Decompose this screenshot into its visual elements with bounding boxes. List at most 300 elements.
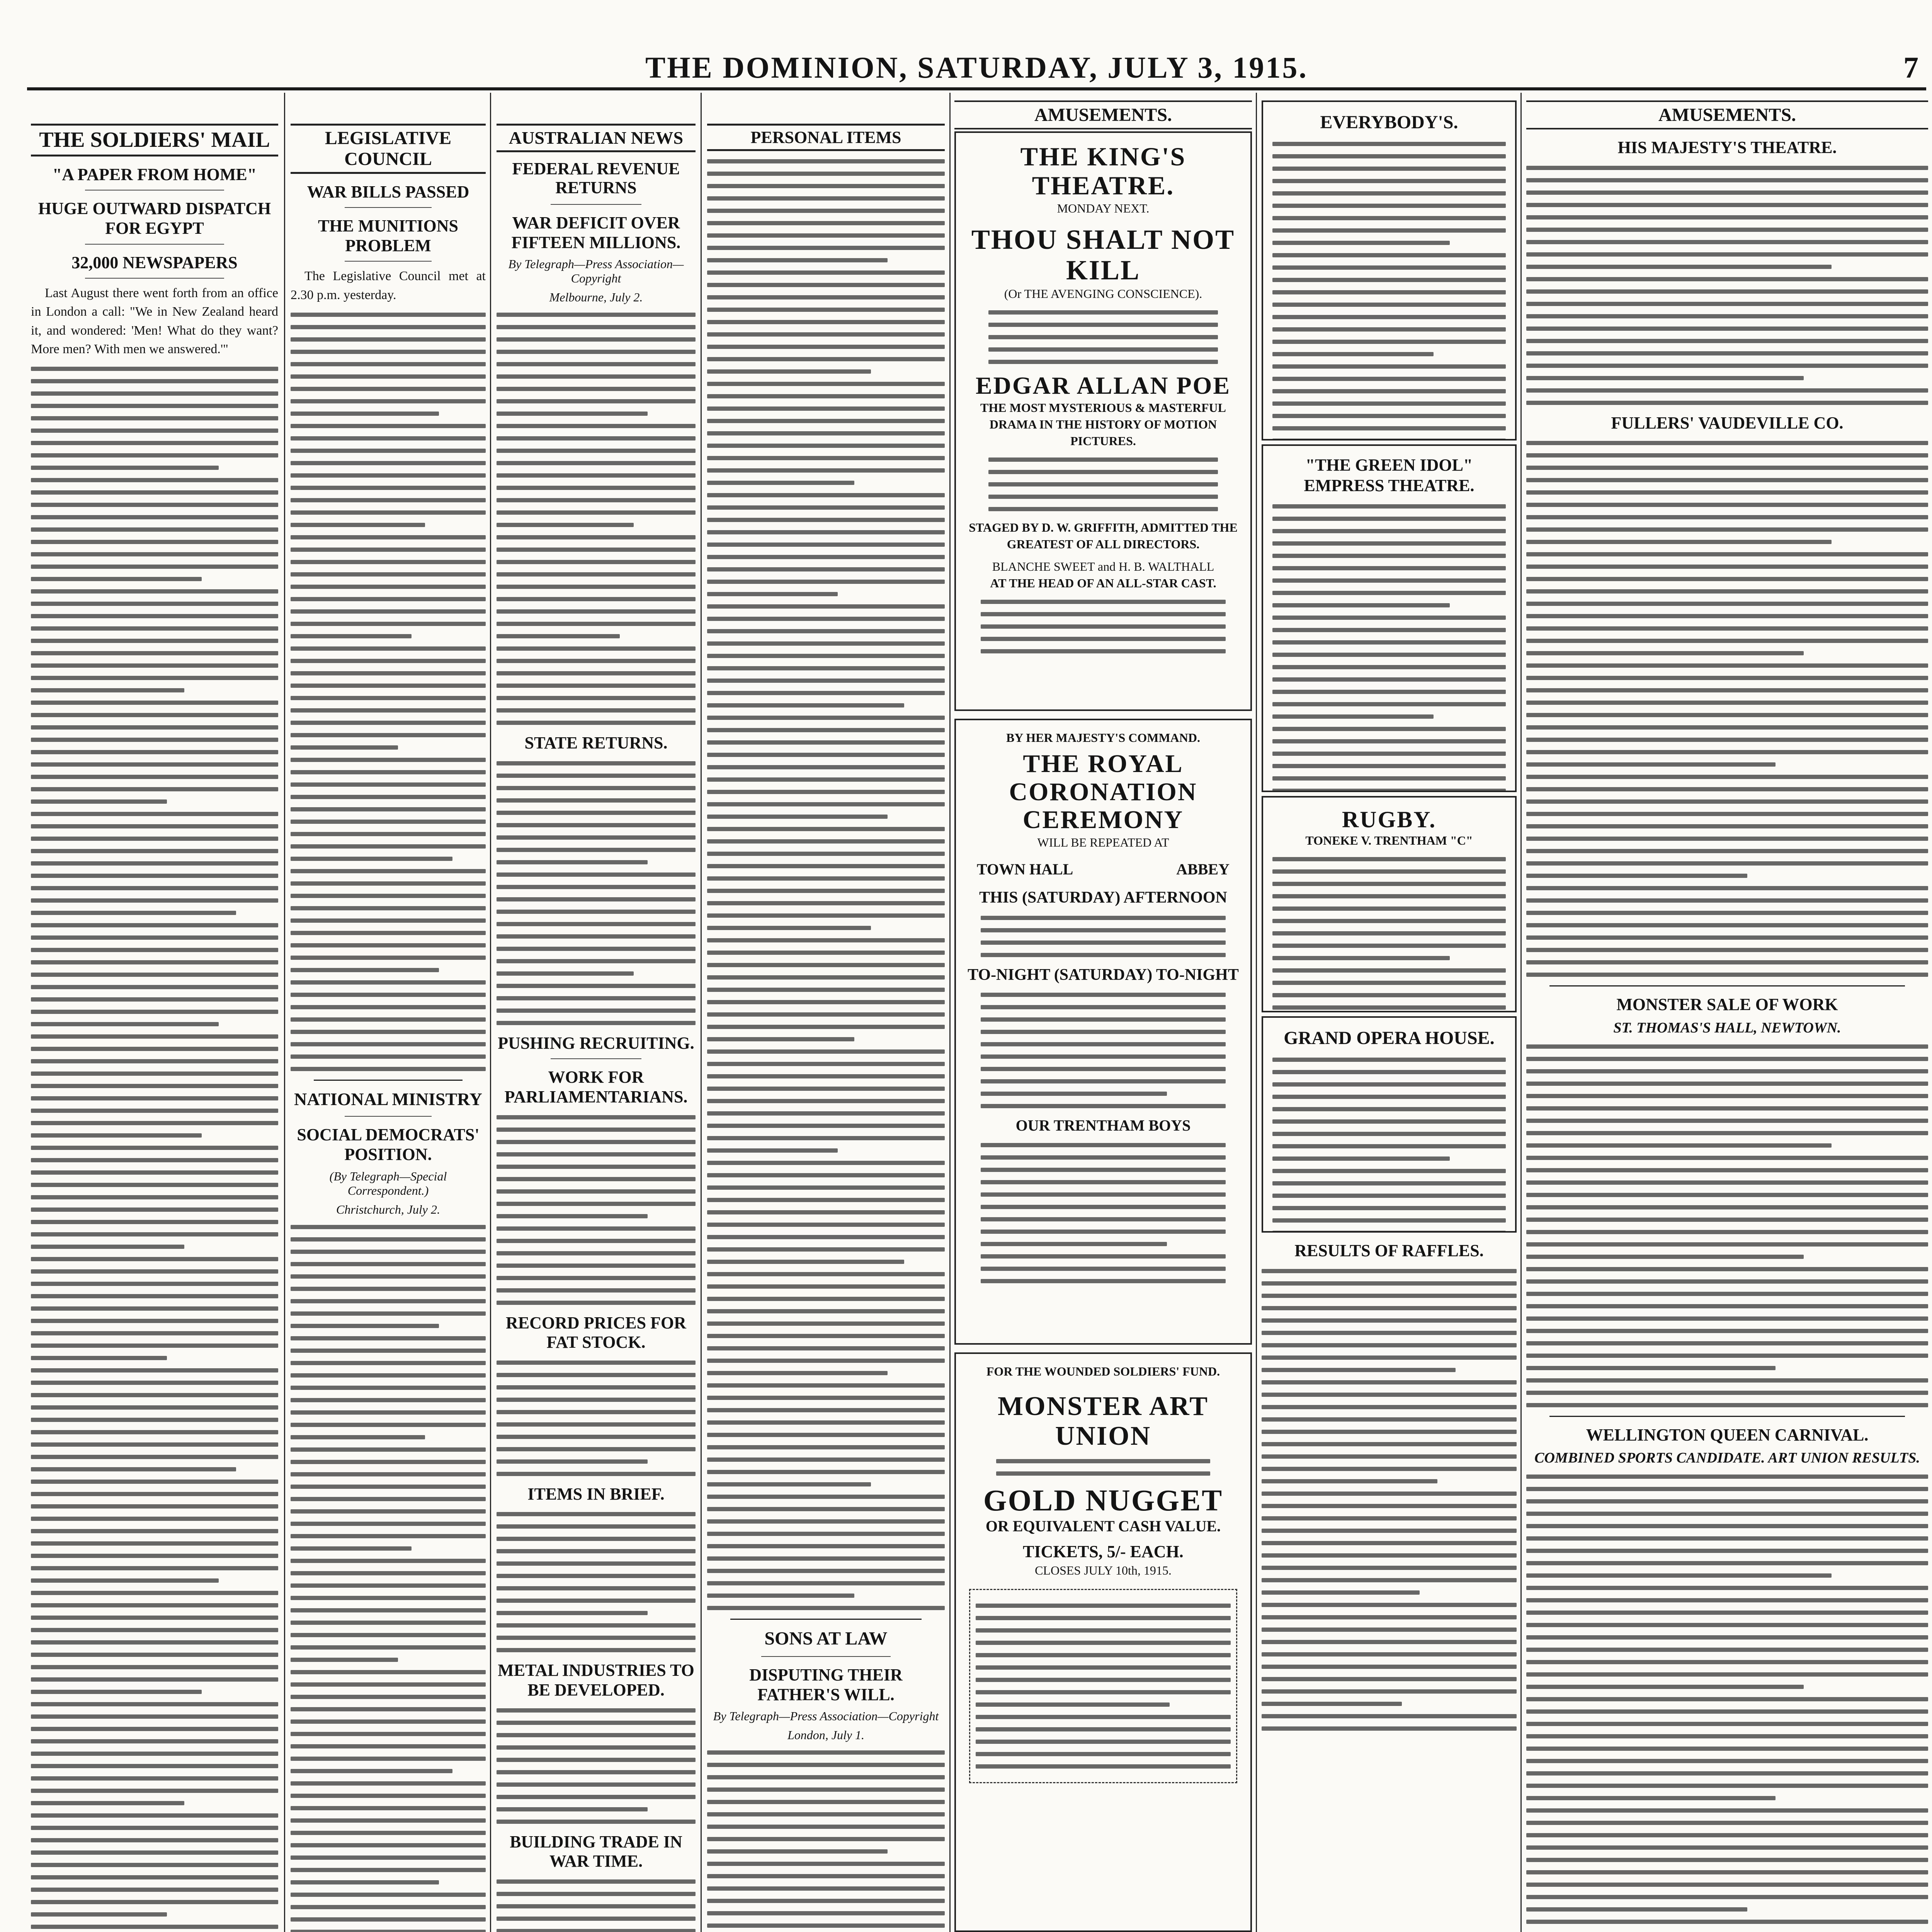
text-line	[291, 820, 486, 824]
text-line	[707, 975, 945, 980]
text-line	[497, 337, 696, 342]
text-line	[291, 1571, 486, 1575]
text-line	[31, 1294, 278, 1298]
text-line	[1526, 663, 1928, 668]
text-line	[1262, 1504, 1517, 1508]
ad-body	[1272, 857, 1506, 1012]
article-body	[291, 313, 486, 1071]
text-line	[31, 676, 278, 680]
text-line	[291, 1880, 439, 1884]
text-line	[707, 753, 945, 757]
text-line	[497, 835, 696, 840]
text-line	[707, 1408, 945, 1412]
text-line	[1272, 216, 1506, 220]
text-line	[291, 350, 486, 354]
text-line	[497, 1410, 696, 1414]
article-body	[497, 1708, 696, 1824]
text-line	[707, 1297, 945, 1301]
text-line	[1262, 1603, 1517, 1607]
text-line	[707, 592, 838, 596]
text-line	[497, 1599, 696, 1603]
text-line	[1272, 167, 1506, 171]
text-line	[31, 1170, 278, 1175]
divider	[345, 261, 432, 262]
text-line	[1526, 948, 1928, 952]
text-line	[291, 1435, 425, 1439]
text-line	[497, 1648, 696, 1652]
text-line	[1272, 702, 1506, 706]
text-line	[31, 750, 278, 754]
text-line	[31, 1888, 278, 1892]
text-line	[707, 1383, 945, 1388]
text-line	[291, 572, 486, 577]
text-line	[1262, 1689, 1517, 1694]
text-line	[497, 473, 696, 478]
text-line	[291, 1794, 486, 1798]
text-line	[31, 1245, 184, 1249]
text-line	[497, 424, 696, 428]
text-line	[31, 1925, 278, 1929]
ad-body	[981, 1143, 1226, 1283]
deck: HUGE OUTWARD DISPATCH FOR EGYPT	[38, 199, 271, 238]
text-line	[1272, 578, 1506, 583]
text-line	[31, 861, 278, 866]
poe-title: EDGAR ALLAN POE	[975, 372, 1231, 400]
text-line	[988, 310, 1218, 315]
text-line	[1526, 1143, 1832, 1148]
ad-body	[981, 993, 1226, 1108]
text-line	[31, 837, 278, 841]
text-line	[707, 196, 945, 201]
text-line	[31, 1109, 278, 1113]
text-line	[291, 1017, 486, 1022]
deck: 32,000 NEWSPAPERS	[71, 253, 238, 272]
text-line	[291, 1707, 486, 1711]
text-line	[1526, 713, 1928, 717]
page-number: 7	[1903, 51, 1918, 84]
text-line	[291, 906, 486, 910]
text-line	[707, 1812, 945, 1816]
text-line	[1272, 377, 1506, 381]
text-line	[1526, 453, 1928, 457]
text-line	[1262, 1355, 1517, 1360]
text-line	[976, 1702, 1170, 1707]
text-line	[1526, 1218, 1928, 1222]
text-line	[1526, 527, 1928, 532]
text-line	[31, 1183, 278, 1187]
text-line	[1272, 554, 1506, 558]
text-line	[31, 663, 278, 668]
kings-theatre-ad	[954, 131, 1252, 711]
text-line	[1526, 1611, 1928, 1615]
text-line	[707, 629, 945, 633]
kings-sub: (Or THE AVENGING CONSCIENCE).	[1004, 287, 1202, 301]
text-line	[707, 1025, 945, 1029]
text-line	[291, 1905, 486, 1909]
text-line	[497, 1512, 696, 1516]
text-line	[1526, 1759, 1928, 1763]
divider	[761, 1656, 891, 1657]
monster-title: MONSTER ART UNION	[998, 1391, 1209, 1451]
text-line	[707, 815, 888, 819]
text-line	[31, 799, 167, 804]
text-line	[1526, 1821, 1928, 1825]
text-line	[1526, 1672, 1928, 1677]
masthead-rule	[27, 87, 1926, 90]
article-body	[497, 313, 696, 725]
text-line	[1272, 968, 1506, 973]
text-line	[707, 1750, 945, 1755]
text-line	[31, 1084, 278, 1088]
dateline: Melbourne, July 2.	[549, 290, 643, 304]
text-line	[291, 1460, 486, 1464]
text-line	[291, 1633, 486, 1637]
text-line	[1526, 1119, 1928, 1123]
text-line	[497, 696, 696, 700]
text-line	[988, 482, 1218, 486]
text-line	[1272, 956, 1450, 960]
text-line	[1272, 1218, 1506, 1223]
text-line	[981, 1267, 1226, 1271]
deck: SOCIAL DEMOCRATS' POSITION.	[297, 1125, 480, 1164]
text-line	[1526, 861, 1928, 866]
text-line	[707, 1874, 945, 1878]
text-line	[1526, 1747, 1928, 1751]
venue-row	[977, 860, 1230, 879]
text-line	[988, 323, 1218, 327]
text-line	[291, 795, 486, 799]
text-line	[497, 823, 696, 827]
text-line	[291, 745, 398, 750]
ad-body	[996, 1459, 1210, 1476]
text-line	[291, 1596, 486, 1600]
ad-body	[1272, 1058, 1506, 1233]
text-line	[1526, 1131, 1928, 1135]
text-line	[31, 1628, 278, 1632]
text-line	[1526, 1635, 1928, 1639]
poe-sub: THE MOST MYSTERIOUS & MASTERFUL DRAMA IN THE HISTORY OF MOTION PICTURES.	[980, 400, 1226, 448]
text-line	[1526, 1648, 1928, 1652]
text-line	[1526, 1808, 1928, 1813]
text-line	[497, 1708, 696, 1713]
text-line	[291, 1005, 486, 1009]
text-line	[291, 770, 486, 774]
text-line	[291, 622, 486, 626]
text-line	[291, 993, 486, 997]
rugby-sub: TONEKE V. TRENTHAM "C"	[1305, 833, 1473, 847]
text-line	[31, 1096, 278, 1100]
text-line	[31, 1850, 278, 1855]
article-body	[707, 1750, 945, 1932]
text-line	[291, 510, 486, 515]
majesty: HIS MAJESTY'S THEATRE.	[1617, 138, 1837, 157]
text-line	[1526, 1279, 1928, 1284]
text-line	[1262, 1331, 1517, 1335]
text-line	[1526, 289, 1928, 294]
text-line	[1526, 799, 1928, 804]
text-line	[1272, 1132, 1506, 1136]
text-line	[981, 1143, 1226, 1147]
text-line	[497, 572, 696, 577]
text-line	[291, 758, 486, 762]
text-line	[976, 1641, 1231, 1645]
text-line	[497, 1586, 696, 1590]
column-personal	[707, 124, 945, 1932]
text-line	[31, 478, 278, 482]
text-line	[707, 1445, 945, 1449]
text-line	[497, 910, 696, 914]
text-line	[1526, 1883, 1928, 1887]
text-line	[291, 1893, 486, 1897]
column-rule	[1520, 93, 1522, 1932]
text-line	[988, 335, 1218, 339]
text-line	[291, 1658, 398, 1662]
text-line	[1262, 1652, 1517, 1656]
text-line	[31, 1653, 278, 1657]
text-line	[291, 1485, 486, 1489]
text-line	[291, 708, 486, 713]
afternoon: THIS (SATURDAY) AFTERNOON	[979, 889, 1227, 907]
text-line	[981, 1180, 1226, 1184]
text-line	[291, 782, 486, 787]
text-line	[1272, 142, 1506, 146]
text-line	[707, 1099, 945, 1103]
text-line	[497, 947, 696, 951]
text-line	[31, 614, 278, 618]
text-line	[707, 1062, 945, 1066]
divider	[345, 207, 432, 208]
text-line	[291, 1831, 486, 1835]
text-line	[1526, 552, 1928, 556]
text-line	[1272, 401, 1506, 406]
text-line	[497, 609, 696, 614]
text-line	[707, 1849, 888, 1854]
text-line	[1526, 1180, 1928, 1185]
text-line	[497, 622, 696, 626]
text-line	[291, 449, 486, 453]
text-line	[1526, 1205, 1928, 1209]
text-line	[31, 540, 278, 544]
text-line	[1272, 1082, 1506, 1087]
text-line	[291, 325, 486, 329]
text-line	[497, 1009, 696, 1013]
text-line	[707, 802, 945, 806]
text-line	[291, 1250, 486, 1254]
text-line	[707, 1458, 945, 1462]
text-line	[1526, 1069, 1928, 1073]
text-line	[707, 617, 945, 621]
text-line	[497, 811, 696, 815]
text-line	[497, 1929, 696, 1932]
text-line	[31, 1059, 278, 1063]
text-line	[981, 1030, 1226, 1034]
text-line	[497, 374, 696, 379]
text-line	[291, 1373, 486, 1378]
text-line	[291, 486, 486, 490]
text-line	[291, 1398, 486, 1402]
text-line	[31, 367, 278, 371]
text-line	[1526, 1512, 1928, 1516]
text-line	[707, 1235, 945, 1239]
text-line	[707, 839, 945, 844]
text-line	[497, 1447, 696, 1451]
text-line	[976, 1764, 1231, 1769]
text-line	[291, 424, 486, 428]
text-line	[291, 659, 486, 663]
divider	[551, 204, 641, 205]
text-line	[1272, 640, 1506, 645]
text-line	[31, 824, 278, 828]
text-line	[1272, 1156, 1450, 1161]
deck: WAR BILLS PASSED	[307, 182, 469, 201]
text-line	[1526, 602, 1928, 606]
deck: WAR DEFICIT OVER FIFTEEN MILLIONS.	[511, 213, 681, 252]
text-line	[981, 928, 1226, 932]
text-line	[707, 369, 871, 374]
text-line	[31, 1529, 278, 1533]
text-line	[291, 535, 486, 539]
text-line	[497, 1128, 696, 1132]
text-line	[31, 503, 278, 507]
text-line	[31, 391, 278, 396]
text-line	[981, 1092, 1167, 1096]
text-line	[31, 911, 236, 915]
text-line	[1272, 566, 1506, 570]
text-line	[291, 956, 486, 960]
text-line	[1272, 241, 1450, 245]
text-line	[707, 1161, 945, 1165]
text-line	[1272, 179, 1506, 183]
text-line	[31, 466, 219, 470]
text-line	[31, 1714, 278, 1719]
text-line	[291, 1361, 486, 1365]
text-line	[291, 1447, 486, 1452]
text-line	[1272, 1095, 1506, 1099]
text-line	[1526, 911, 1928, 915]
text-line	[981, 953, 1226, 957]
text-line	[1526, 401, 1928, 405]
text-line	[707, 431, 945, 435]
text-line	[31, 1900, 278, 1904]
text-line	[1262, 1529, 1517, 1533]
text-line	[707, 938, 945, 942]
text-line	[1526, 1845, 1928, 1850]
text-line	[31, 1430, 278, 1434]
deck: DISPUTING THEIR FATHER'S WILL.	[749, 1665, 903, 1704]
text-line	[1526, 1771, 1928, 1776]
ad-body	[1272, 142, 1506, 440]
text-line	[976, 1628, 1231, 1633]
text-line	[707, 456, 945, 460]
text-line	[31, 1739, 278, 1743]
column-rule	[701, 93, 702, 1932]
masthead-title: THE DOMINION, SATURDAY, JULY 3, 1915.	[645, 51, 1308, 84]
text-line	[31, 886, 278, 890]
text-line	[291, 696, 486, 700]
text-line	[31, 1257, 278, 1261]
text-line	[497, 1879, 696, 1884]
text-line	[1526, 228, 1928, 232]
text-line	[291, 1608, 486, 1612]
text-line	[1526, 1870, 1928, 1874]
divider	[1549, 1416, 1905, 1417]
text-line	[291, 1719, 486, 1724]
text-line	[1526, 1267, 1928, 1271]
text-line	[707, 1800, 945, 1804]
text-line	[707, 963, 945, 967]
text-line	[1526, 1796, 1776, 1800]
text-line	[976, 1740, 1231, 1744]
text-line	[291, 1732, 486, 1736]
text-line	[1262, 1516, 1517, 1520]
text-line	[497, 934, 696, 939]
text-line	[1272, 1144, 1506, 1148]
text-line	[497, 671, 696, 675]
text-line	[31, 1480, 278, 1484]
text-line	[707, 283, 945, 287]
text-line	[291, 1423, 486, 1427]
text-line	[976, 1678, 1231, 1682]
text-line	[1526, 1907, 1747, 1912]
text-line	[707, 876, 945, 881]
text-line	[976, 1690, 1231, 1694]
text-line	[1262, 1553, 1517, 1558]
text-line	[497, 959, 696, 963]
text-line	[1272, 919, 1506, 923]
text-line	[291, 844, 486, 849]
article-body	[707, 159, 945, 1610]
text-line	[707, 505, 945, 510]
text-line	[497, 774, 696, 778]
column-rule	[284, 93, 285, 1932]
text-line	[1262, 1281, 1517, 1286]
text-line	[497, 721, 696, 725]
text-line	[707, 320, 945, 324]
text-line	[707, 1074, 945, 1078]
text-line	[988, 457, 1218, 462]
text-line	[497, 996, 696, 1000]
text-line	[976, 1727, 1231, 1731]
rugby-ad	[1262, 796, 1517, 1012]
text-line	[31, 812, 278, 816]
text-line	[31, 923, 278, 927]
headline-soldiers-mail: THE SOLDIERS' MAIL	[31, 124, 278, 156]
text-line	[981, 1192, 1226, 1197]
text-line	[707, 406, 945, 411]
text-line	[1526, 676, 1928, 680]
text-line	[1272, 228, 1506, 233]
text-line	[291, 1868, 486, 1872]
all-star: AT THE HEAD OF AN ALL-STAR CAST.	[990, 576, 1216, 590]
text-line	[291, 362, 486, 366]
text-line	[707, 172, 945, 176]
text-line	[31, 1467, 236, 1471]
text-line	[1272, 352, 1434, 356]
kings-date: MONDAY NEXT.	[1057, 201, 1150, 215]
text-line	[1272, 993, 1506, 997]
text-line	[31, 429, 278, 433]
text-line	[1526, 490, 1928, 495]
text-line	[291, 1042, 486, 1046]
text-line	[1526, 935, 1928, 940]
st-thomas: ST. THOMAS'S HALL, NEWTOWN.	[1613, 1019, 1841, 1036]
text-line	[1526, 923, 1928, 927]
text-line	[707, 382, 945, 386]
divider	[551, 1058, 641, 1059]
text-line	[497, 1574, 696, 1578]
text-line	[291, 523, 425, 527]
text-line	[707, 1272, 945, 1276]
